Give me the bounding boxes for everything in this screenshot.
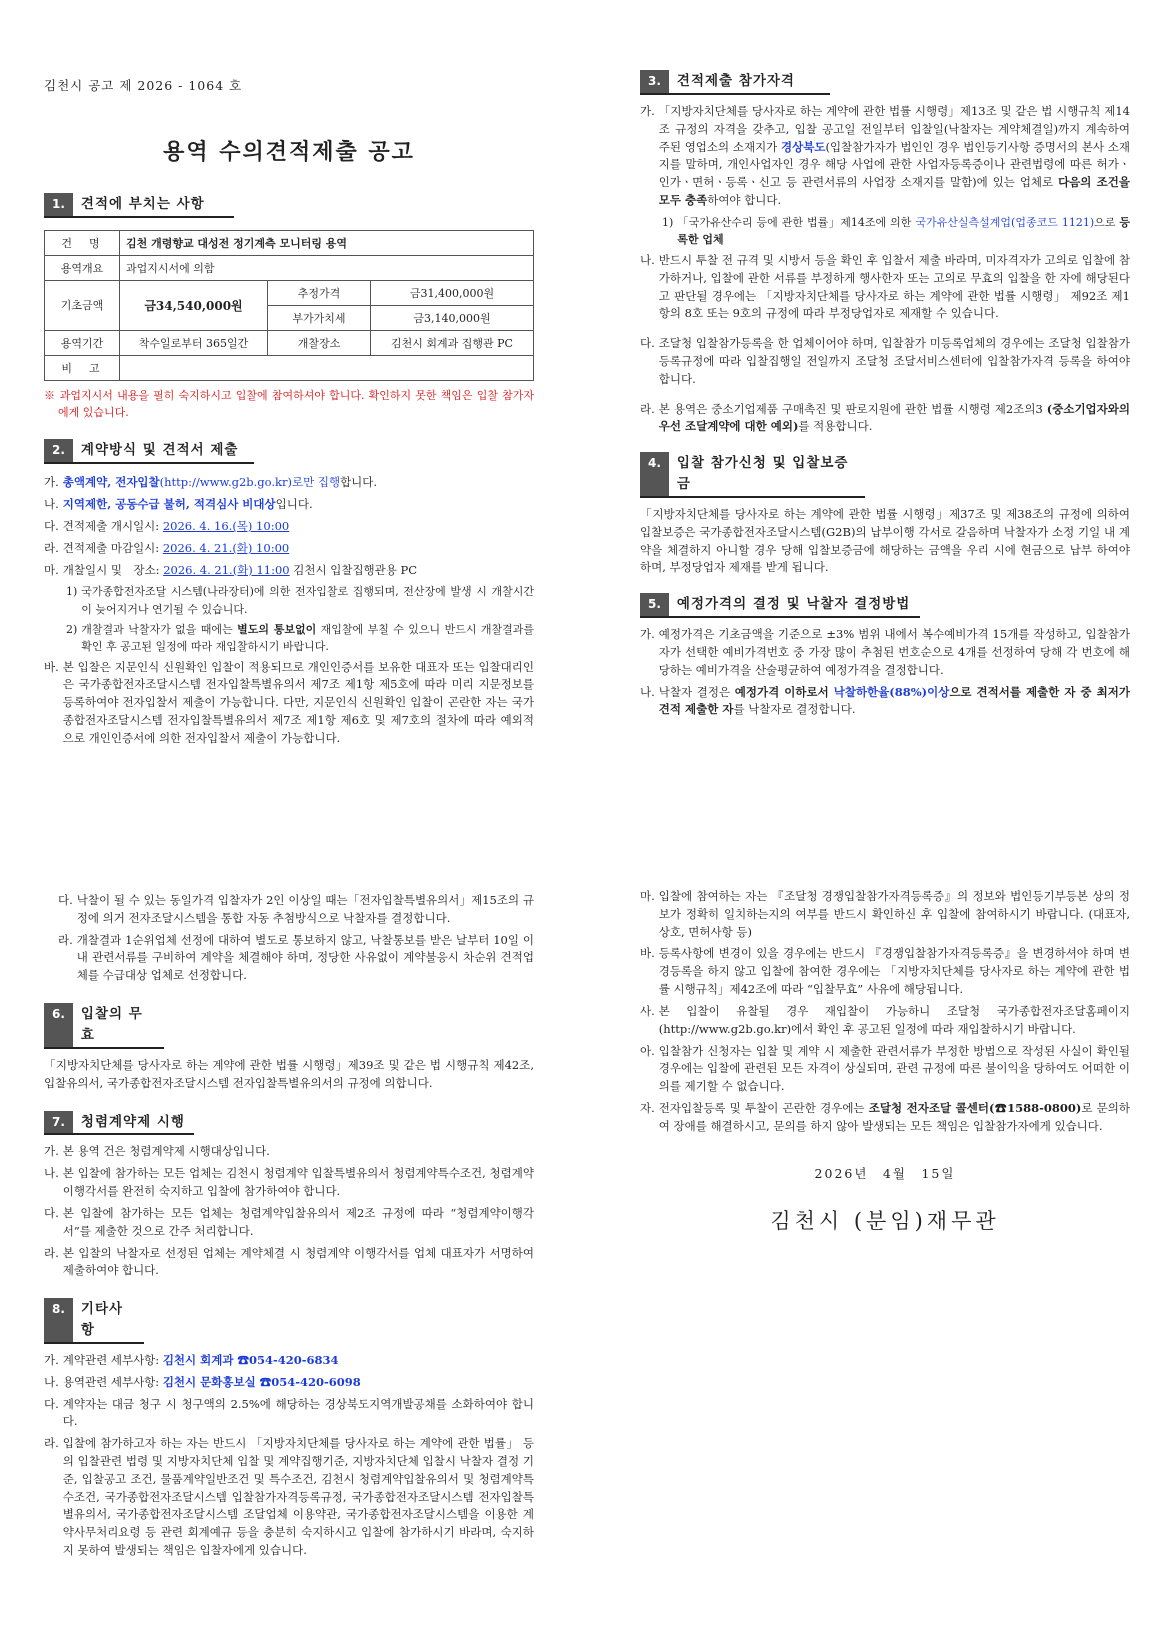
- s5-item-b: 나. 낙찰자 결정은 예정가격 이하로서 낙찰하한율(88%)이상으로 견적서를 제출한 자 중 최저가 견적 제출한 자를 낙찰자로 결정합니다.: [640, 684, 1130, 717]
- label-note: 비 고: [45, 356, 120, 381]
- section-7: [44, 1111, 534, 1281]
- section-6-title: 입찰의 무효: [80, 1006, 143, 1043]
- section-2: [44, 439, 534, 747]
- section-8-number: 8.: [44, 1298, 73, 1342]
- s2-item-b: 나. 지역제한, 공동수급 불허, 적격심사 비대상입니다.: [44, 497, 313, 512]
- s8-item-c: 다. 계약자는 대금 청구 시 청구액의 2.5%에 해당하는 경상북도지역개발공채를 소화하여야 합니다.: [44, 1396, 534, 1429]
- page-title: 용역 수의견적제출 공고: [163, 139, 415, 166]
- section-1-title: 견적에 부치는 사항: [80, 196, 205, 213]
- value-period: 착수일로부터 365일간: [120, 331, 268, 356]
- s6-paragraph: 「지방자치단체를 당사자로 하는 계약에 관한 법률 시행령」제39조 및 같은 법 시행규칙 제42조, 입찰유의서, 국가종합전자조달시스템 전자입찰특별유의서의 규정에 의합니다.: [44, 1057, 534, 1090]
- section-4-title: 입찰 참가신청 및 입찰보증금: [676, 455, 849, 493]
- section-2-title: 계약방식 및 견적서 제출: [80, 442, 239, 459]
- right-column-top: [640, 70, 1130, 723]
- label-vat: 부가가치세: [267, 306, 370, 331]
- s5-item-d: 라. 개찰결과 1순위업체 선정에 대하여 별도로 통보하지 않고, 낙찰통보를 받은 날부터 10일 이내 관련서류를 구비하여 계약을 체결해야 하며, 정당한 사유없이 계약불응시 차순위 견적업체를 수급대상 업체로 선정합니다.: [58, 932, 534, 983]
- section-5-number: 5.: [640, 593, 669, 616]
- announcement-date: 2026년 4월 15일: [814, 1165, 956, 1181]
- warning-note: ※ 과업지시서 내용을 필히 숙지하시고 입찰에 참여하셔야 합니다. 확인하지 못한 책임은 입찰 참가자에게 있습니다.: [44, 389, 534, 420]
- value-overview: 과업지시서에 의함: [120, 256, 534, 281]
- label-overview: 용역개요: [45, 256, 120, 281]
- call-center: 조달청 전자조달 콜센터(☎1588-0800): [868, 1100, 1082, 1115]
- s2-item-e: 마. 개찰일시 및 장소: 2026. 4. 21.(화) 11:00 김천시 입찰집행관용 PC: [44, 562, 418, 577]
- s8-item-g: 사. 본 입찰이 유찰될 경우 재입찰이 가능하니 조달청 국가종합전자조달홈페이지(http://www.g2b.go.kr)에서 확인 후 공고된 일정에 따라 재입찰하시기 바랍니다.: [640, 1003, 1130, 1036]
- s4-paragraph: 「지방자치단체를 당사자로 하는 계약에 관한 법률 시행령」제37조 및 제38조의 규정에 의하여 입찰보증은 국가종합전자조달시스템(G2B)의 납부이행 각서로 갈음하며 낙찰자가 소정 기일 내 계약을 체결하지 아니할 경우 당해 입찰보증금에 해당하는 금액을 우리 시에 현금으로 납부 하여야 하며, 부정당업자 제재를 받게 됩니다.: [640, 507, 1130, 575]
- section-1: [44, 193, 534, 421]
- s3-sub-1: 1) 「국가유산수리 등에 관한 법률」제14조에 의한 국가유산실측설계업(업종코드 1121)으로 등록한 업체: [662, 215, 1131, 246]
- section-4: [640, 452, 1130, 577]
- signer: 김천시 (분임)재무관: [770, 1208, 1000, 1233]
- section-7-number: 7.: [44, 1111, 73, 1134]
- section-5-header: [640, 593, 920, 618]
- contact-accounting: 김천시 회계과 ☎054-420-6834: [162, 1352, 339, 1367]
- s7-item-c: 다. 본 입찰에 참가하는 모든 업체는 청렴계약입찰유의서 제2조 규정에 따라 “청렴계약이행각서”를 제출한 것으로 간주 처리합니다.: [44, 1205, 534, 1238]
- document-number: 김천시 공고 제 2026 - 1064 호: [44, 78, 243, 93]
- label-estimated-price: 추정가격: [267, 281, 370, 306]
- section-1-header: [44, 193, 234, 218]
- section-5: [640, 593, 1130, 719]
- section-7-title: 청렴계약제 시행: [80, 1113, 185, 1130]
- section-6: [44, 1003, 534, 1092]
- section-1-number: 1.: [44, 193, 73, 216]
- s7-item-d: 라. 본 입찰의 낙찰자로 선정된 업체는 계약체결 시 청렴계약 이행각서를 업체 대표자가 서명하여 제출하여야 합니다.: [44, 1245, 534, 1278]
- s7-item-a: 가. 본 용역 건은 청렴계약제 시행대상입니다.: [44, 1144, 270, 1159]
- section-8-header: [44, 1298, 144, 1344]
- value-opening-place: 김천시 회계과 집행관 PC: [370, 331, 533, 356]
- section-2-header: [44, 439, 254, 464]
- value-estimated-price: 금31,400,000원: [370, 281, 533, 306]
- s2-item-d: 라. 견적제출 마감일시: 2026. 4. 21.(화) 10:00: [44, 540, 290, 555]
- s5-item-c: 다. 낙찰이 될 수 있는 동일가격 입찰자가 2인 이상일 때는「전자입찰특별유의서」제15조의 규정에 의거 전자조달시스템을 통합 자동 추첨방식으로 낙찰자를 결정합니다.: [58, 893, 534, 925]
- s8-item-f: 바. 등록사항에 변경이 있을 경우에는 반드시 『경쟁입찰참가자격등록증』을 변경하셔야 하며 변경등록을 하지 않고 입찰에 참여한 경우에는 「지방자치단체를 당사자로 하는 계약에 관한 법률 시행규칙」제42조에 따라 “입찰무효” 사유에 해당됩니다.: [640, 946, 1130, 997]
- s8-item-b: 나. 용역관련 세부사항: 김천시 문화홍보실 ☎054-420-6098: [44, 1374, 361, 1389]
- value-vat: 금3,140,000원: [370, 306, 533, 331]
- section-2-number: 2.: [44, 439, 73, 462]
- section-3-number: 3.: [640, 70, 669, 93]
- section-4-number: 4.: [640, 452, 669, 496]
- section-8: [44, 1298, 534, 1560]
- section-8-title: 기타사항: [80, 1301, 124, 1339]
- contact-culture: 김천시 문화홍보실 ☎054-420-6098: [162, 1374, 361, 1389]
- s2-item-c: 다. 견적제출 개시일시: 2026. 4. 16.(목) 10:00: [44, 519, 290, 534]
- s3-item-b: 나. 반드시 투찰 전 규격 및 시방서 등을 확인 후 입찰서 제출 바라며, 미자격자가 고의로 입찰에 참가하거나, 입찰에 관한 서류를 부정하게 행사한자 또는 고의로 무효의 입찰을 한 자에 해당된다고 판단될 경우에는 「지방자치단체를 당사자로 하는 계약에 관한 법률 시행령」 제92조 제1항의 8호 또는 9호의 규정에 따라 부정당업자로 제재할 수 있습니다.: [640, 252, 1130, 321]
- section-7-header: [44, 1111, 194, 1136]
- s8-item-a: 가. 계약관련 세부사항: 김천시 회계과 ☎054-420-6834: [44, 1352, 339, 1367]
- s3-item-c: 다. 조달청 입찰참가등록을 한 업체이어야 하며, 입찰참가 미등록업체의 경우에는 조달청 입찰참가등록규정에 따라 입찰집행일 전일까지 조달청 조달서비스센터에 입찰참가자격 등록을 하여야 합니다.: [640, 336, 1130, 386]
- label-name: 건 명: [45, 231, 120, 256]
- s2-sub-2: 2) 개찰결과 낙찰자가 없을 때에는 별도의 통보없이 재입찰에 부칠 수 있으니 반드시 개찰결과를 확인 후 공고된 일정에 따라 재입찰하시기 바랍니다.: [66, 622, 535, 653]
- value-note: [120, 356, 534, 381]
- label-base-price: 기초금액: [45, 281, 120, 331]
- s3-item-d: 라. 본 용역은 중소기업제품 구매촉진 및 판로지원에 관한 법률 시행령 제2조의3 (중소기업자와의 우선 조달계약에 대한 예외)를 적용합니다.: [640, 401, 1130, 434]
- section-3: [640, 70, 1130, 436]
- s8-item-h: 아. 입찰참가 신청자는 입찰 및 계약 시 제출한 관련서류가 부정한 방법으로 작성된 사실이 확인될 경우에는 입찰에 관련된 모든 자격이 상실되며, 관련 규정에 따른 불이익을 당하여도 어떠한 이의를 제기할 수 없습니다.: [640, 1043, 1130, 1094]
- value-name: 김천 개령향교 대성전 정기계측 모니터링 용역: [120, 231, 534, 256]
- s8-item-i: 자. 전자입찰등록 및 투찰이 곤란한 경우에는 조달청 전자조달 콜센터(☎1588-0800)로 문의하여 장애를 해결하시고, 문의를 하지 않아 발생되는 모든 책임은 입찰참가자에게 있습니다.: [640, 1100, 1130, 1133]
- s7-item-b: 나. 본 입찰에 참가하는 모든 업체는 김천시 청렴계약 입찰특별유의서 청렴계약특수조건, 청렴계약 이행각서를 완전히 숙지하고 입찰에 참가하여야 합니다.: [44, 1166, 534, 1199]
- s5-item-a: 가. 예정가격은 기초금액을 기준으로 ±3% 범위 내에서 복수예비가격 15개를 작성하고, 입찰참가자가 선택한 예비가격번호 중 가장 많이 추첨된 번호순으로 4개를 선정하여 당해 각 번호에 해당하는 예비가격을 산술평균하여 예정가격을 결정합니다.: [640, 627, 1130, 677]
- contract-info-table: [44, 230, 534, 381]
- section-4-header: [640, 452, 865, 498]
- s2-item-a: 가. 총액계약, 전자입찰(http://www.g2b.go.kr)로만 집행합니다.: [44, 475, 378, 490]
- section-6-number: 6.: [44, 1003, 73, 1047]
- s3-item-a: 가. 「지방자치단체를 당사자로 하는 계약에 관한 법률 시행령」제13조 및 같은 법 시행규칙 제14조 규정의 자격을 갖추고, 입찰 공고일 전일부터 입찰일(낙찰자는 계약체결일)까지 계속하여 주된 영업소의 소재지가 경상북도(입찰참가자가 법인인 경우 법인등기사항 증명서의 본사 소재지를 말하며, 개인사업자인 경우 해당 사업에 관한 사업자등록증이나 관련법령에 따른 허가ㆍ인가ㆍ면허ㆍ등록ㆍ신고 등 관련서류의 사업장 소재지를 말함)에 있는 업체로 다음의 조건을 모두 충족하여야 합니다.: [640, 103, 1130, 207]
- right-column-bottom: [640, 884, 1130, 1237]
- left-column-bottom: [44, 888, 534, 1564]
- section-5-title: 예정가격의 결정 및 낙찰자 결정방법: [676, 596, 911, 613]
- s2-item-f: 바. 본 입찰은 지문인식 신원확인 입찰이 적용되므로 개인인증서를 보유한 대표자 또는 입찰대리인은 국가종합전자조달시스템 전자입찰특별유의서 제7조 제1항 제5호에 따라 미리 지문정보를 등록하여야 전자입찰서 제출이 가능합니다. 다만, 지문인식 신원확인 입찰이 곤란한 자는 국가종합전자조달시스템 전자입찰특별유의서 제7조 제1항 제6호 및 제7호의 절차에 따라 예외적으로 개인인증서에 의한 전자입찰서 제출이 가능합니다.: [44, 659, 534, 745]
- section-3-header: [640, 70, 830, 95]
- section-6-header: [44, 1003, 164, 1049]
- s8-item-e: 마. 입찰에 참여하는 자는 『조달청 경쟁입찰참가자격등록증』의 정보와 법인등기부등본 상의 정보가 정확히 일치하는지의 여부를 반드시 확인하신 후 입찰에 참여하시기 바랍니다. (대표자, 상호, 면허사항 등): [640, 889, 1130, 939]
- label-opening-place: 개찰장소: [267, 331, 370, 356]
- value-base-price: 금34,540,000원: [120, 281, 268, 331]
- s2-sub-1: 1) 국가종합전자조달 시스템(나라장터)에 의한 전자입찰로 집행되며, 전산장에 발생 시 개찰시간이 늦어지거나 연기될 수 있습니다.: [66, 585, 534, 616]
- s8-item-d: 라. 입찰에 참가하고자 하는 자는 반드시 「지방자치단체를 당사자로 하는 계약에 관한 법률」 등의 입찰관련 법령 및 지방자치단체 입찰 및 계약집행기준, 지방자치단체 입찰시 낙찰자 결정 기준, 입찰공고 조건, 물품계약일반조건 및 특수조건, 김천시 청렴계약입찰유의서 및 청렴계약특수조건, 국가종합전자조달시스템 입찰참가자격등록규정, 국가종합전자조달시스템 전자입찰특별유의서, 국가종합전자조달시스템 조달업체 이용약관, 국가종합전자조달시스템을 이용한 계약사무처리요령 등 관련 회계예규 등을 충분히 숙지하시고 입찰에 참가하시기 바라며, 숙지하지 못하여 발생되는 책임은 입찰자에게 있습니다.: [44, 1436, 534, 1558]
- section-3-title: 견적제출 참가자격: [676, 73, 795, 89]
- label-period: 용역기간: [45, 331, 120, 356]
- left-column-top: [44, 76, 534, 752]
